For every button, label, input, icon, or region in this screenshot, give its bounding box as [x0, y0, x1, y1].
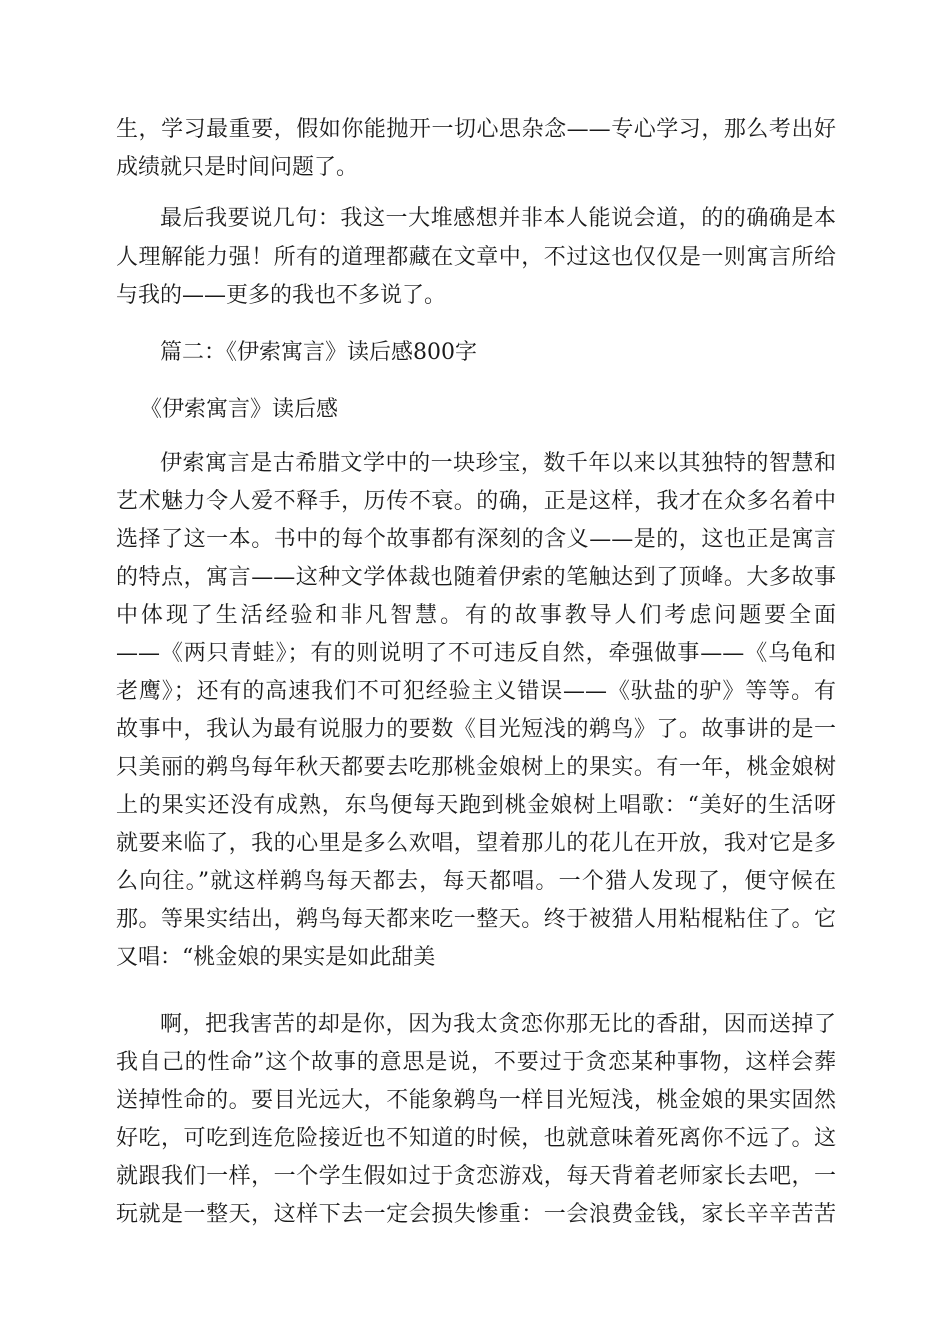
paragraph-line: 与我的——更多的我也不多说了。 — [116, 283, 447, 308]
paragraph-line: 上的果实还没有成熟，东鸟便每天跑到桃金娘树上唱歌：“美好的生活呀 — [116, 793, 836, 818]
paragraph-line: 成绩就只是时间问题了。 — [116, 155, 359, 180]
paragraph-line: 老鹰》；还有的高速我们不可犯经验主义错误——《驮盐的驴》等等。有 — [116, 679, 836, 704]
paragraph-line: 故事中，我认为最有说服力的要数《目光短浅的鹈鸟》了。故事讲的是一 — [116, 717, 836, 742]
paragraph-line: 啊，把我害苦的却是你，因为我太贪恋你那无比的香甜，因而送掉了 — [160, 1012, 836, 1037]
paragraph-line: 那。等果实结出，鹈鸟每天都来吃一整天。终于被猎人用粘棍粘住了。它 — [116, 907, 836, 932]
paragraph-line: 又唱：“桃金娘的果实是如此甜美 — [116, 945, 436, 970]
article-subtitle: 《伊索寓言》读后感 — [140, 397, 339, 422]
paragraph-line: 艺术魅力令人爱不释手，历传不衰。的确，正是这样，我才在众多名着中 — [116, 489, 836, 514]
paragraph-line: 生，学习最重要，假如你能抛开一切心思杂念——专心学习，那么考出好 — [116, 117, 836, 142]
paragraph-line: ——《两只青蛙》；有的则说明了不可违反自然，牵强做事——《乌龟和 — [116, 641, 836, 666]
paragraph-line: 玩就是一整天，这样下去一定会损失惨重：一会浪费金钱，家长辛辛苦苦 — [116, 1202, 836, 1227]
section-title: 篇二：《伊索寓言》读后感800字 — [160, 340, 477, 365]
paragraph-line: 的特点，寓言——这种文学体裁也随着伊索的笔触达到了顶峰。大多故事 — [116, 565, 836, 590]
paragraph-line: 选择了这一本。书中的每个故事都有深刻的含义——是的，这也正是寓言 — [116, 527, 836, 552]
paragraph-line: 我自己的性命”这个故事的意思是说，不要过于贪恋某种事物，这样会葬 — [116, 1050, 836, 1075]
paragraph-line: 就要来临了，我的心里是多么欢唱，望着那儿的花儿在开放，我对它是多 — [116, 831, 836, 856]
paragraph-line: 就跟我们一样，一个学生假如过于贪恋游戏，每天背着老师家长去吧，一 — [116, 1164, 836, 1189]
paragraph-line: 送掉性命的。要目光远大，不能象鹈鸟一样目光短浅，桃金娘的果实固然 — [116, 1088, 836, 1113]
paragraph-line: 伊索寓言是古希腊文学中的一块珍宝，数千年以来以其独特的智慧和 — [160, 451, 836, 476]
paragraph-line: 只美丽的鹈鸟每年秋天都要去吃那桃金娘树上的果实。有一年，桃金娘树 — [116, 755, 836, 780]
paragraph-line: 好吃，可吃到连危险接近也不知道的时候，也就意味着死离你不远了。这 — [116, 1126, 836, 1151]
paragraph-line: 么向往。”就这样鹈鸟每天都去，每天都唱。一个猎人发现了，便守候在 — [116, 869, 836, 894]
paragraph-line: 最后我要说几句：我这一大堆感想并非本人能说会道，的的确确是本 — [160, 206, 836, 231]
paragraph-line: 人理解能力强！所有的道理都藏在文章中，不过这也仅仅是一则寓言所给 — [116, 245, 836, 270]
paragraph-line: 中体现了生活经验和非凡智慧。有的故事教导人们考虑问题要全面 — [116, 603, 836, 628]
